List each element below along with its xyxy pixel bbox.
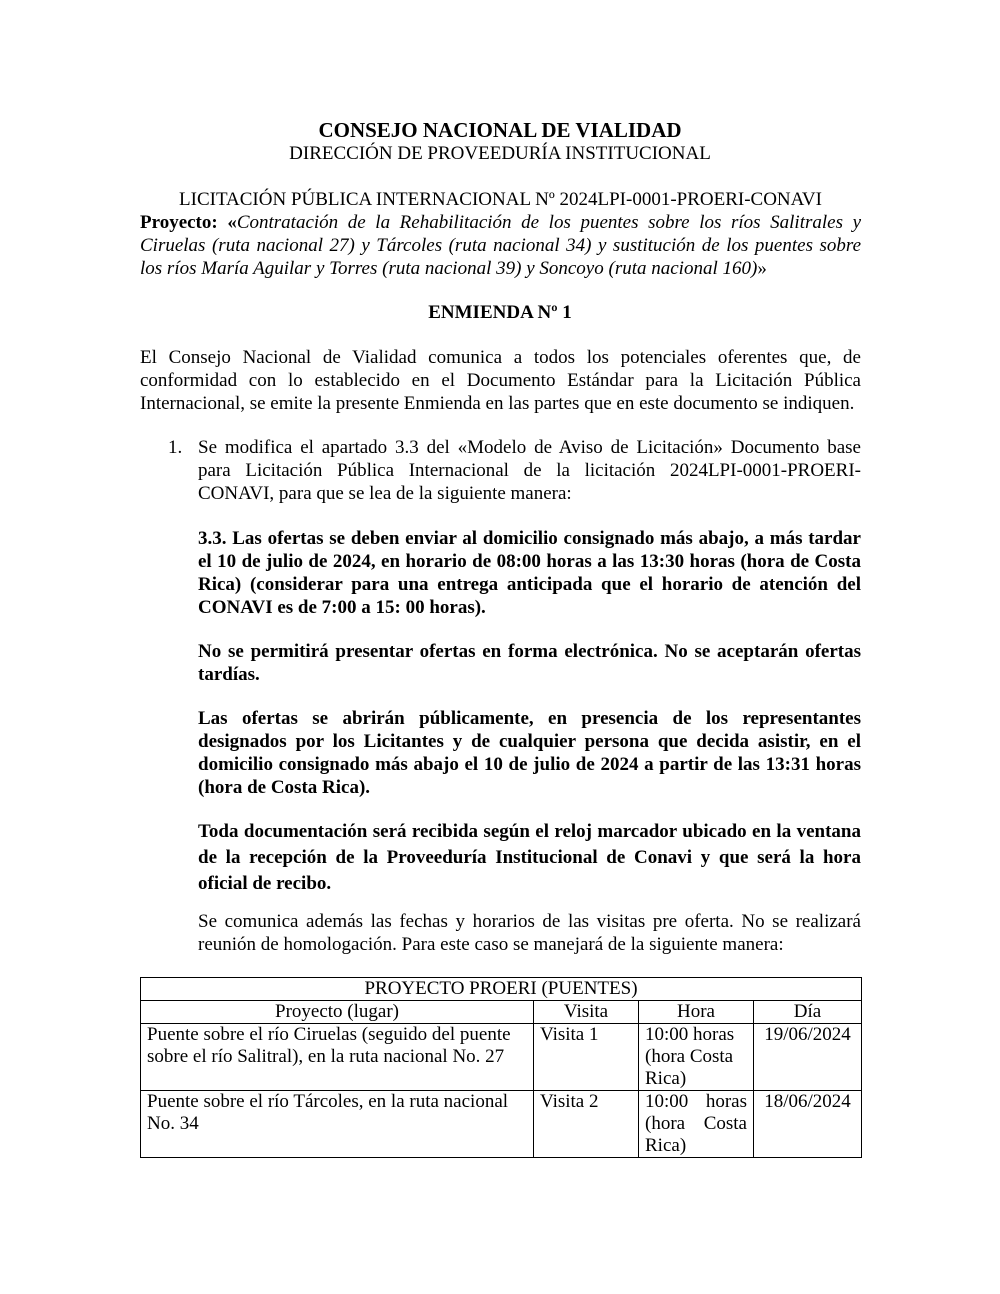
header-day: Día <box>754 1001 862 1024</box>
document-header <box>140 118 860 165</box>
department-name: DIRECCIÓN DE PROVEEDURÍA INSTITUCIONAL <box>289 143 711 164</box>
project-title: Contratación de la Rehabilitación de los puentes sobre los ríos Salitrales y Ciruelas (ruta nacional 27) y Tárcoles (ruta nacional 34) y sustitución de los puentes sobre los ríos María Aguilar y Torres (ruta nacional 39) y Soncoyo (ruta nacional 160) <box>140 212 862 279</box>
tender-number: LICITACIÓN PÚBLICA INTERNACIONAL Nº 2024LPI-0001-PROERI-CONAVI <box>179 189 822 210</box>
clause-3-3-deadline: 3.3. Las ofertas se deben enviar al domicilio consignado más abajo, a más tardar el 10 de julio de 2024, en horario de 08:00 horas a las 13:30 horas (hora de Costa Rica) (considerar para una entrega anticipada que el horario de atención del CONAVI es de 7:00 a 15: 00 horas). <box>198 528 861 618</box>
header-visit: Visita <box>534 1001 639 1024</box>
cell-time: 10:00 horas (hora Costa Rica) <box>639 1091 754 1158</box>
amendment-title: ENMIENDA Nº 1 <box>428 302 572 323</box>
clause-public-opening: Las ofertas se abrirán públicamente, en presencia de los representantes designados por los Licitantes y de cualquier persona que decida asistir, en el domicilio consignado más abajo el 10 de julio de 2024 a partir de las 13:31 horas (hora de Costa Rica). <box>198 708 861 798</box>
amendment-item-1 <box>140 436 861 505</box>
table-caption-row <box>141 978 862 1001</box>
item-number: 1. <box>168 437 183 458</box>
organization-name: CONSEJO NACIONAL DE VIALIDAD <box>318 118 682 142</box>
project-close-quote: » <box>757 258 767 279</box>
cell-day: 18/06/2024 <box>754 1091 862 1158</box>
table-row <box>141 1091 862 1158</box>
project-label: Proyecto: « <box>140 212 237 233</box>
cell-project: Puente sobre el río Tárcoles, en la ruta nacional No. 34 <box>141 1091 534 1158</box>
header-project: Proyecto (lugar) <box>141 1001 534 1024</box>
cell-project: Puente sobre el río Ciruelas (seguido del puente sobre el río Salitral), en la ruta nacional No. 27 <box>141 1024 534 1091</box>
cell-day: 19/06/2024 <box>754 1024 862 1091</box>
table-row <box>141 1024 862 1091</box>
amendment-intro: El Consejo Nacional de Vialidad comunica a todos los potenciales oferentes que, de conformidad con lo establecido en el Documento Estándar para la Licitación Pública Internacional, se emite la presente Enmienda en las partes que en este documento se indiquen. <box>140 347 861 414</box>
site-visits-note: Se comunica además las fechas y horarios de las visitas pre oferta. No se realizará reunión de homologación. Para este caso se manejará de la siguiente manera: <box>198 911 861 955</box>
table-caption: PROYECTO PROERI (PUENTES) <box>141 978 862 1001</box>
clause-no-electronic-offers: No se permitirá presentar ofertas en forma electrónica. No se aceptarán ofertas tardías. <box>198 641 861 685</box>
item-text: Se modifica el apartado 3.3 del «Modelo de Aviso de Licitación» Documento base para Licitación Pública Internacional de la licitación 2024LPI-0001-PROERI-CONAVI, para que se lea de la siguiente manera: <box>198 437 861 504</box>
project-description <box>140 211 861 280</box>
table-header-row <box>141 1001 862 1024</box>
cell-visit: Visita 2 <box>534 1091 639 1158</box>
header-time: Hora <box>639 1001 754 1024</box>
cell-visit: Visita 1 <box>534 1024 639 1091</box>
cell-time: 10:00 horas (hora Costa Rica) <box>639 1024 754 1091</box>
clause-official-clock: Toda documentación será recibida según el reloj marcador ubicado en la ventana de la recepción de la Proveeduría Institucional de Conavi y que será la hora oficial de recibo. <box>198 821 861 894</box>
tender-block <box>140 188 861 280</box>
site-visits-table <box>140 977 862 1158</box>
